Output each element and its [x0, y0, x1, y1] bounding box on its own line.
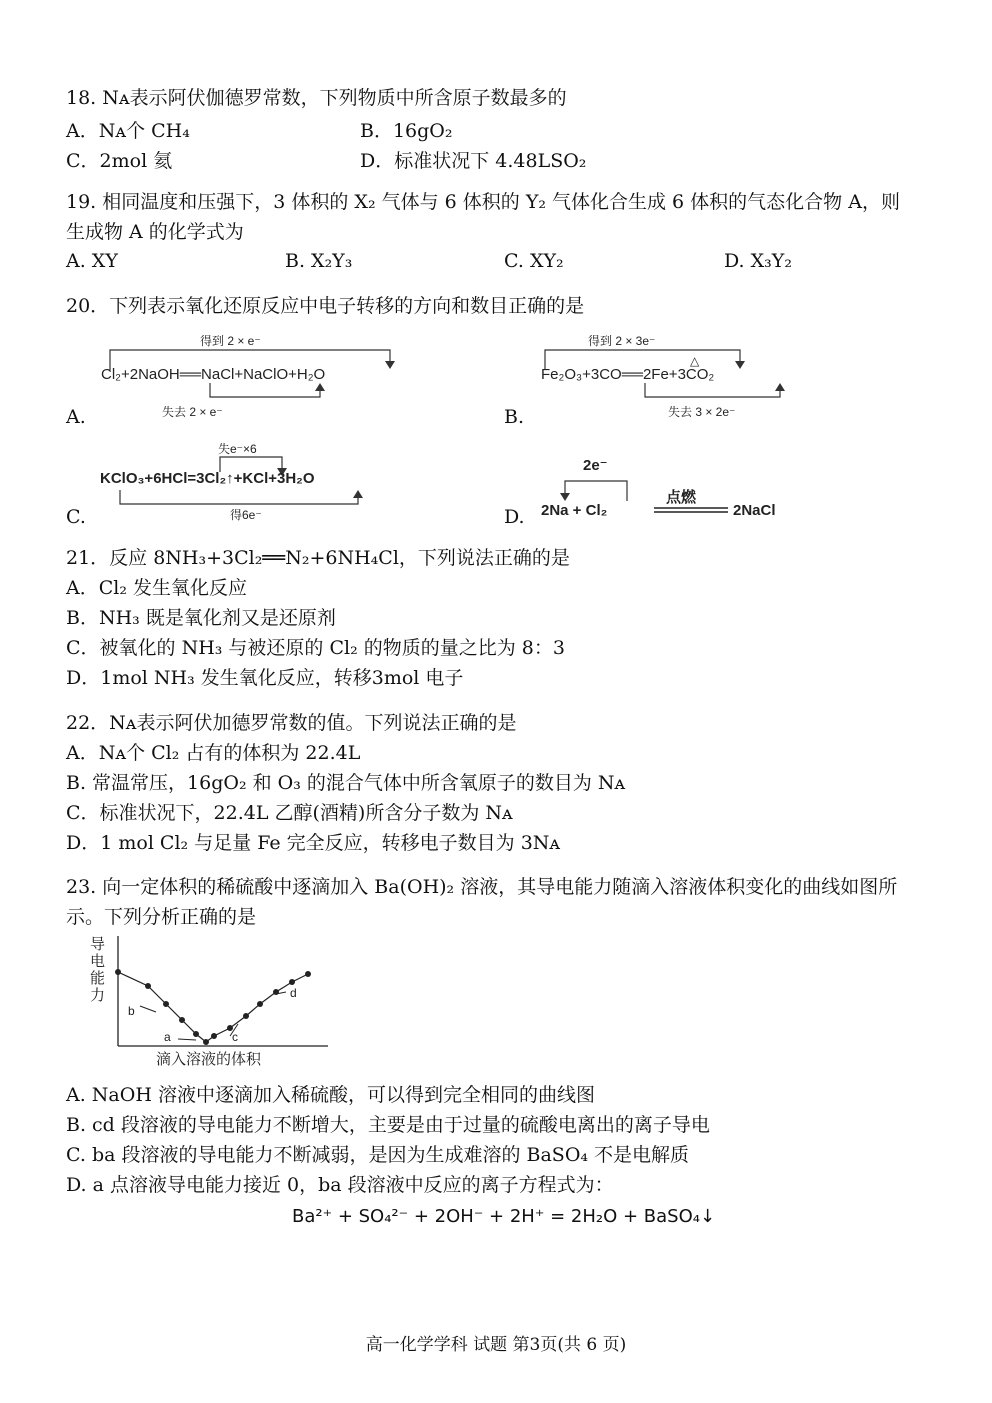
- q20-d-equation-left: 2Na + Cl₂: [541, 502, 608, 519]
- q19-option-a: A. XY: [66, 250, 118, 272]
- q20-b-equation: Fe₂O₃+3CO══2Fe+3CO₂: [541, 366, 715, 383]
- q20-a-top-label: 得到 2 × e⁻: [200, 334, 261, 348]
- q23-stem-line2: 示。下列分析正确的是: [66, 906, 257, 928]
- q20-a-bottom-label: 失去 2 × e⁻: [162, 405, 223, 419]
- q23-option-a: A. NaOH 溶液中逐滴加入稀硫酸，可以得到完全相同的曲线图: [66, 1084, 595, 1106]
- q23-graph-xlabel: 滴入溶液的体积: [156, 1051, 262, 1068]
- q21-option-d: D．1mol NH₃ 发生氧化反应，转移3mol 电子: [66, 667, 464, 689]
- q19-option-c: C. XY₂: [504, 250, 564, 272]
- q20-b-top-label: 得到 2 × 3e⁻: [588, 334, 656, 348]
- q18-option-c: C．2mol 氦: [66, 150, 173, 172]
- q19-stem-line2: 生成物 A 的化学式为: [66, 221, 244, 243]
- q23-stem-line1: 23. 向一定体积的稀硫酸中逐滴加入 Ba(OH)₂ 溶液，其导电能力随滴入溶液体积变化的曲线如图所: [66, 876, 898, 898]
- q20-c-label: C.: [66, 506, 86, 528]
- q20-d-label: D.: [504, 506, 525, 528]
- q20-d-equation-right: 2NaCl: [733, 502, 776, 519]
- q19-stem-line1: 19. 相同温度和压强下，3 体积的 X₂ 气体与 6 体积的 Y₂ 气体化合生成 6 体积的气态化合物 A，则: [66, 191, 900, 213]
- q18-stem: 18. Nᴀ表示阿伏伽德罗常数，下列物质中所含原子数最多的: [66, 87, 567, 109]
- q20-c-equation: KClO₃+6HCl=3Cl₂↑+KCl+3H₂O: [100, 470, 315, 487]
- q20-stem: 20．下列表示氧化还原反应中电子转移的方向和数目正确的是: [66, 295, 585, 317]
- q21-option-a: A．Cl₂ 发生氧化反应: [66, 577, 247, 599]
- q20-d-top-label: 2e⁻: [583, 457, 608, 474]
- q20-b-condition: △: [690, 354, 700, 368]
- q22-option-d: D．1 mol Cl₂ 与足量 Fe 完全反应，转移电子数目为 3Nᴀ: [66, 832, 561, 854]
- graph-points: [115, 969, 311, 1045]
- graph-curve: [118, 972, 308, 1042]
- q21-option-b: B．NH₃ 既是氧化剂又是还原剂: [66, 607, 336, 629]
- q19-option-b: B. X₂Y₃: [285, 250, 353, 272]
- q18-option-a: A．Nᴀ个 CH₄: [66, 120, 190, 142]
- q23-option-d: D. a 点溶液导电能力接近 0，ba 段溶液中反应的离子方程式为：: [66, 1174, 614, 1196]
- q20-a-equation: Cl₂+2NaOH══NaCl+NaClO+H₂O: [101, 366, 326, 383]
- q23-option-b: B. cd 段溶液的导电能力不断增大，主要是由于过量的硫酸电离出的离子导电: [66, 1114, 710, 1136]
- q22-stem: 22．Nᴀ表示阿伏加德罗常数的值。下列说法正确的是: [66, 712, 517, 734]
- q18-option-d: D．标准状况下 4.48LSO₂: [360, 150, 587, 172]
- q23-ionic-equation: Ba²⁺ + SO₄²⁻ + 2OH⁻ + 2H⁺ = 2H₂O + BaSO₄↓: [292, 1206, 716, 1227]
- q23-graph-plot: [110, 936, 330, 1052]
- q23-graph-label-c: c: [232, 1030, 238, 1044]
- q22-option-a: A．Nᴀ个 Cl₂ 占有的体积为 22.4L: [66, 742, 361, 764]
- q23-option-c: C. ba 段溶液的导电能力不断减弱，是因为生成难溶的 BaSO₄ 不是电解质: [66, 1144, 690, 1166]
- q20-c-top-label: 失e⁻×6: [218, 442, 257, 456]
- q23-graph-ylabel: 导电能力: [90, 936, 106, 1004]
- q20-b-bottom-label: 失去 3 × 2e⁻: [668, 405, 736, 419]
- q19-option-d: D. X₃Y₂: [724, 250, 792, 272]
- q22-option-b: B. 常温常压，16gO₂ 和 O₃ 的混合气体中所含氧原子的数目为 Nᴀ: [66, 772, 626, 794]
- page-footer: 高一化学学科 试题 第3页(共 6 页): [365, 1335, 627, 1355]
- q23-graph-label-b: b: [128, 1004, 135, 1018]
- q23-graph-label-a: a: [164, 1030, 171, 1044]
- q20-a-label: A.: [66, 406, 86, 428]
- q20-d-double-line: [654, 506, 728, 514]
- q18-option-b: B．16gO₂: [360, 120, 453, 142]
- q20-c-bottom-label: 得6e⁻: [230, 508, 262, 522]
- q22-option-c: C．标准状况下，22.4L 乙醇(酒精)所含分子数为 Nᴀ: [66, 802, 513, 824]
- q23-graph-label-d: d: [290, 986, 297, 1000]
- q21-option-c: C．被氧化的 NH₃ 与被还原的 Cl₂ 的物质的量之比为 8：3: [66, 637, 565, 659]
- q20-d-condition: 点燃: [666, 489, 697, 506]
- q21-stem: 21．反应 8NH₃+3Cl₂══N₂+6NH₄Cl，下列说法正确的是: [66, 547, 570, 569]
- q20-b-label: B.: [504, 406, 525, 428]
